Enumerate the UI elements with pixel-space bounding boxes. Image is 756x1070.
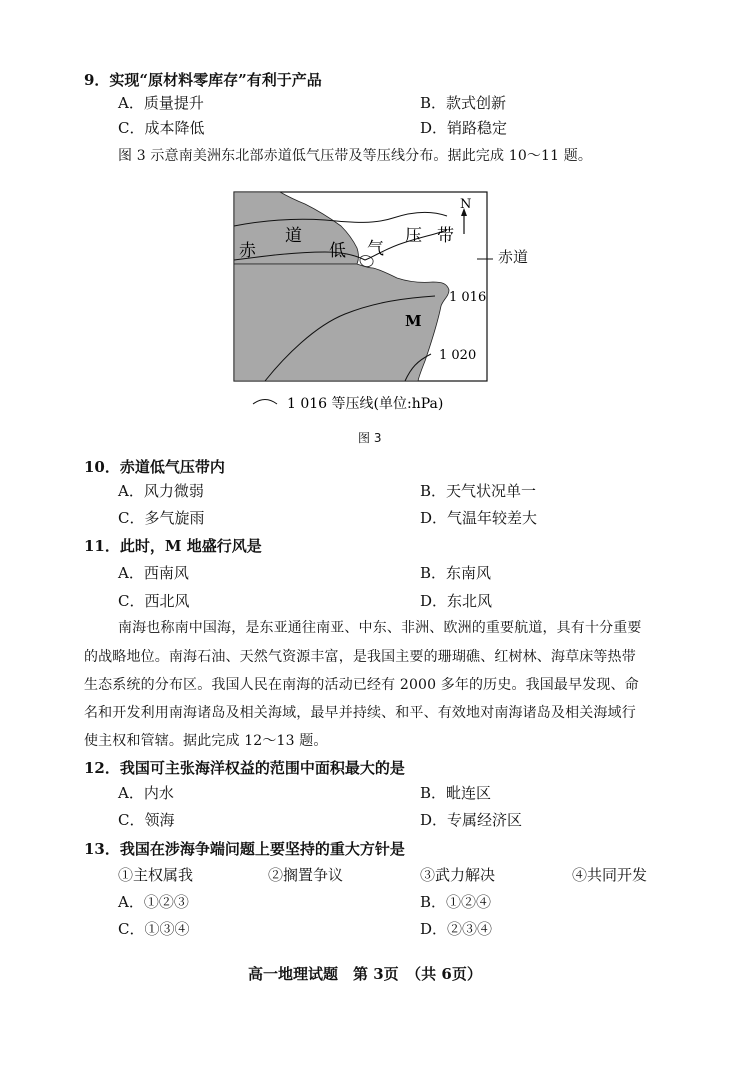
passage-line-2: 的战略地位。南海石油、天然气资源丰富，是我国主要的珊瑚礁、红树林、海草床等热带 xyxy=(84,649,636,665)
legend-line-sample xyxy=(253,400,277,405)
q13-option-a[interactable]: A．①②③ xyxy=(118,893,189,911)
q12-option-d[interactable]: D．专属经济区 xyxy=(420,811,523,829)
q13-option-c[interactable]: C．①③④ xyxy=(118,920,190,938)
q13-item-1: ①主权属我 xyxy=(118,866,194,884)
passage-line-5: 使主权和管辖。据此完成 12～13 题。 xyxy=(84,733,328,749)
belt-char-4: 气 xyxy=(367,239,384,259)
north-label: N xyxy=(460,197,472,212)
q13-option-b[interactable]: B．①②④ xyxy=(420,893,492,911)
isobar-1020-label: 1 020 xyxy=(439,348,477,363)
page-footer: 高一地理试题 第 3页 （共 6页） xyxy=(248,965,482,983)
equator-label: 赤道 xyxy=(498,248,529,266)
belt-char-2: 道 xyxy=(285,226,302,246)
belt-char-6: 带 xyxy=(437,226,454,246)
point-m: M xyxy=(405,312,422,330)
q13-item-2: ②搁置争议 xyxy=(268,866,344,884)
q13-item-4: ④共同开发 xyxy=(572,866,648,884)
figure-caption: 图 3 xyxy=(358,431,382,445)
figure-3 xyxy=(225,186,535,416)
passage-line-4: 名和开发利用南海诸岛及相关海域，最早并持续、和平、有效地对南海诸岛及相关海域行 xyxy=(84,705,636,721)
q9-option-b[interactable]: B．款式创新 xyxy=(420,94,507,112)
q10-option-d[interactable]: D．气温年较差大 xyxy=(420,509,538,527)
q9-stem: 9．实现“原材料零库存”有利于产品 xyxy=(84,71,322,89)
q9-option-a[interactable]: A．质量提升 xyxy=(118,94,204,112)
belt-char-1: 赤 xyxy=(239,241,256,261)
q12-stem: 12．我国可主张海洋权益的范围中面积最大的是 xyxy=(84,759,405,777)
q10-option-c[interactable]: C．多气旋雨 xyxy=(118,509,205,527)
q10-option-b[interactable]: B．天气状况单一 xyxy=(420,482,537,500)
q13-stem: 13．我国在涉海争端问题上要坚持的重大方针是 xyxy=(84,840,405,858)
q11-option-a[interactable]: A．西南风 xyxy=(118,564,189,582)
q13-item-3: ③武力解决 xyxy=(420,866,496,884)
q11-option-b[interactable]: B．东南风 xyxy=(420,564,492,582)
q12-option-b[interactable]: B．毗连区 xyxy=(420,784,492,802)
passage-line-3: 生态系统的分布区。我国人民在南海的活动已经有 2000 多年的历史。我国最早发现、命 xyxy=(84,677,639,693)
q10-stem: 10．赤道低气压带内 xyxy=(84,458,225,476)
intro-10-11: 图 3 示意南美洲东北部赤道低气压带及等压线分布。据此完成 10～11 题。 xyxy=(118,148,593,164)
q13-option-d[interactable]: D．②③④ xyxy=(420,920,493,938)
isobar-1016-label: 1 016 xyxy=(449,290,487,305)
q12-option-a[interactable]: A．内水 xyxy=(118,784,174,802)
q10-option-a[interactable]: A．风力微弱 xyxy=(118,482,204,500)
q9-option-d[interactable]: D．销路稳定 xyxy=(420,119,508,137)
q12-option-c[interactable]: C．领海 xyxy=(118,811,175,829)
legend-text: 1 016 等压线(单位:hPa) xyxy=(287,396,444,412)
belt-char-3: 低 xyxy=(329,241,346,261)
q11-option-d[interactable]: D．东北风 xyxy=(420,592,493,610)
belt-char-5: 压 xyxy=(405,226,422,246)
passage-line-1: 南海也称南中国海，是东亚通往南亚、中东、非洲、欧洲的重要航道，具有十分重要 xyxy=(118,620,642,636)
q11-option-c[interactable]: C．西北风 xyxy=(118,592,190,610)
q11-stem: 11．此时，M 地盛行风是 xyxy=(84,537,262,555)
q9-option-c[interactable]: C．成本降低 xyxy=(118,119,205,137)
